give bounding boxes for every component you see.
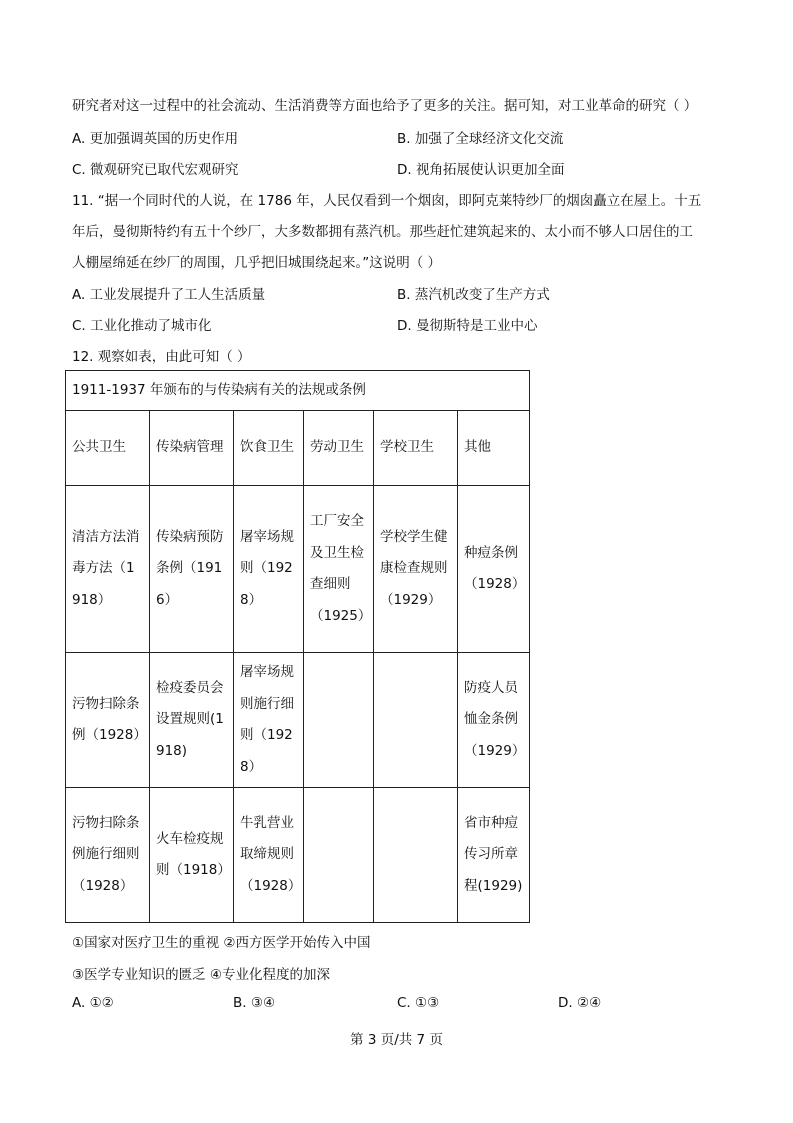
q10-option-a[interactable]: A. 更加强调英国的历史作用: [72, 131, 239, 147]
q12-option-c[interactable]: C. ①③: [397, 995, 440, 1011]
q10-stem: 研究者对这一过程中的社会流动、生活消费等方面也给予了更多的关注。据可知，对工业革命的研究（ ）: [72, 98, 698, 114]
table-cell: [374, 653, 458, 788]
table-cell: 检疫委员会设置规则(1918): [150, 653, 234, 788]
regulations-table: [65, 370, 530, 923]
table-cell: 学校学生健康检查规则（1929）: [374, 486, 458, 653]
q12-option-a[interactable]: A. ①②: [72, 995, 114, 1011]
table-cell: 省市种痘传习所章程(1929): [458, 788, 530, 923]
table-cell: 屠宰场规则施行细则（1928）: [234, 653, 304, 788]
table-header-cell: 学校卫生: [374, 411, 458, 486]
q12-option-b[interactable]: B. ③④: [233, 995, 276, 1011]
q10-option-d[interactable]: D. 视角拓展使认识更加全面: [397, 162, 565, 178]
table-cell: 种痘条例（1928）: [458, 486, 530, 653]
page-footer: 第 3 页/共 7 页: [350, 1032, 443, 1048]
table-cell: 工厂安全及卫生检查细则（1925）: [304, 486, 374, 653]
table-header-cell: 传染病管理: [150, 411, 234, 486]
table-cell: 牛乳营业取缔规则（1928）: [234, 788, 304, 923]
table-row: [66, 486, 530, 653]
table-row: [66, 653, 530, 788]
table-cell: 屠宰场规则（1928）: [234, 486, 304, 653]
q10-option-b[interactable]: B. 加强了全球经济文化交流: [397, 131, 564, 147]
q12-option-d[interactable]: D. ②④: [558, 995, 602, 1011]
q10-option-c[interactable]: C. 微观研究已取代宏观研究: [72, 162, 239, 178]
table-cell: [304, 788, 374, 923]
q12-statements-line1: ①国家对医疗卫生的重视 ②西方医学开始传入中国: [72, 935, 371, 951]
q11-option-c[interactable]: C. 工业化推动了城市化: [72, 318, 212, 334]
table-cell: 污物扫除条例（1928）: [66, 653, 150, 788]
table-cell: [304, 653, 374, 788]
q11-option-a[interactable]: A. 工业发展提升了工人生活质量: [72, 287, 266, 303]
table-cell: 火车检疫规则（1918）: [150, 788, 234, 923]
table-caption: 1911-1937 年颁布的与传染病有关的法规或条例: [66, 371, 530, 411]
table-header-cell: 饮食卫生: [234, 411, 304, 486]
q11-stem-line2: 年后，曼彻斯特约有五十个纱厂，大多数都拥有蒸汽机。那些赶忙建筑起来的、太小而不够人口居住的工: [72, 224, 693, 240]
q11-stem-line3: 人棚屋绵延在纱厂的周围，几乎把旧城围绕起来。”这说明（ ）: [72, 255, 442, 271]
q11-option-b[interactable]: B. 蒸汽机改变了生产方式: [397, 287, 550, 303]
table-header-cell: 劳动卫生: [304, 411, 374, 486]
table-row: [66, 788, 530, 923]
table-cell: 清洁方法消毒方法（1918）: [66, 486, 150, 653]
table-cell: [374, 788, 458, 923]
table-cell: 防疫人员恤金条例（1929）: [458, 653, 530, 788]
q12-stem: 12. 观察如表，由此可知（ ）: [72, 349, 251, 365]
q11-stem-line1: 11. “据一个同时代的人说，在 1786 年，人民仅看到一个烟囱，即阿克莱特纱厂的烟囱矗立在屋上。十五: [72, 193, 702, 209]
q12-statements-line2: ③医学专业知识的匮乏 ④专业化程度的加深: [72, 967, 330, 983]
table-cell: 传染病预防条例（1916）: [150, 486, 234, 653]
table-header-cell: 公共卫生: [66, 411, 150, 486]
q11-option-d[interactable]: D. 曼彻斯特是工业中心: [397, 318, 538, 334]
table-cell: 污物扫除条例施行细则（1928）: [66, 788, 150, 923]
table-header-cell: 其他: [458, 411, 530, 486]
